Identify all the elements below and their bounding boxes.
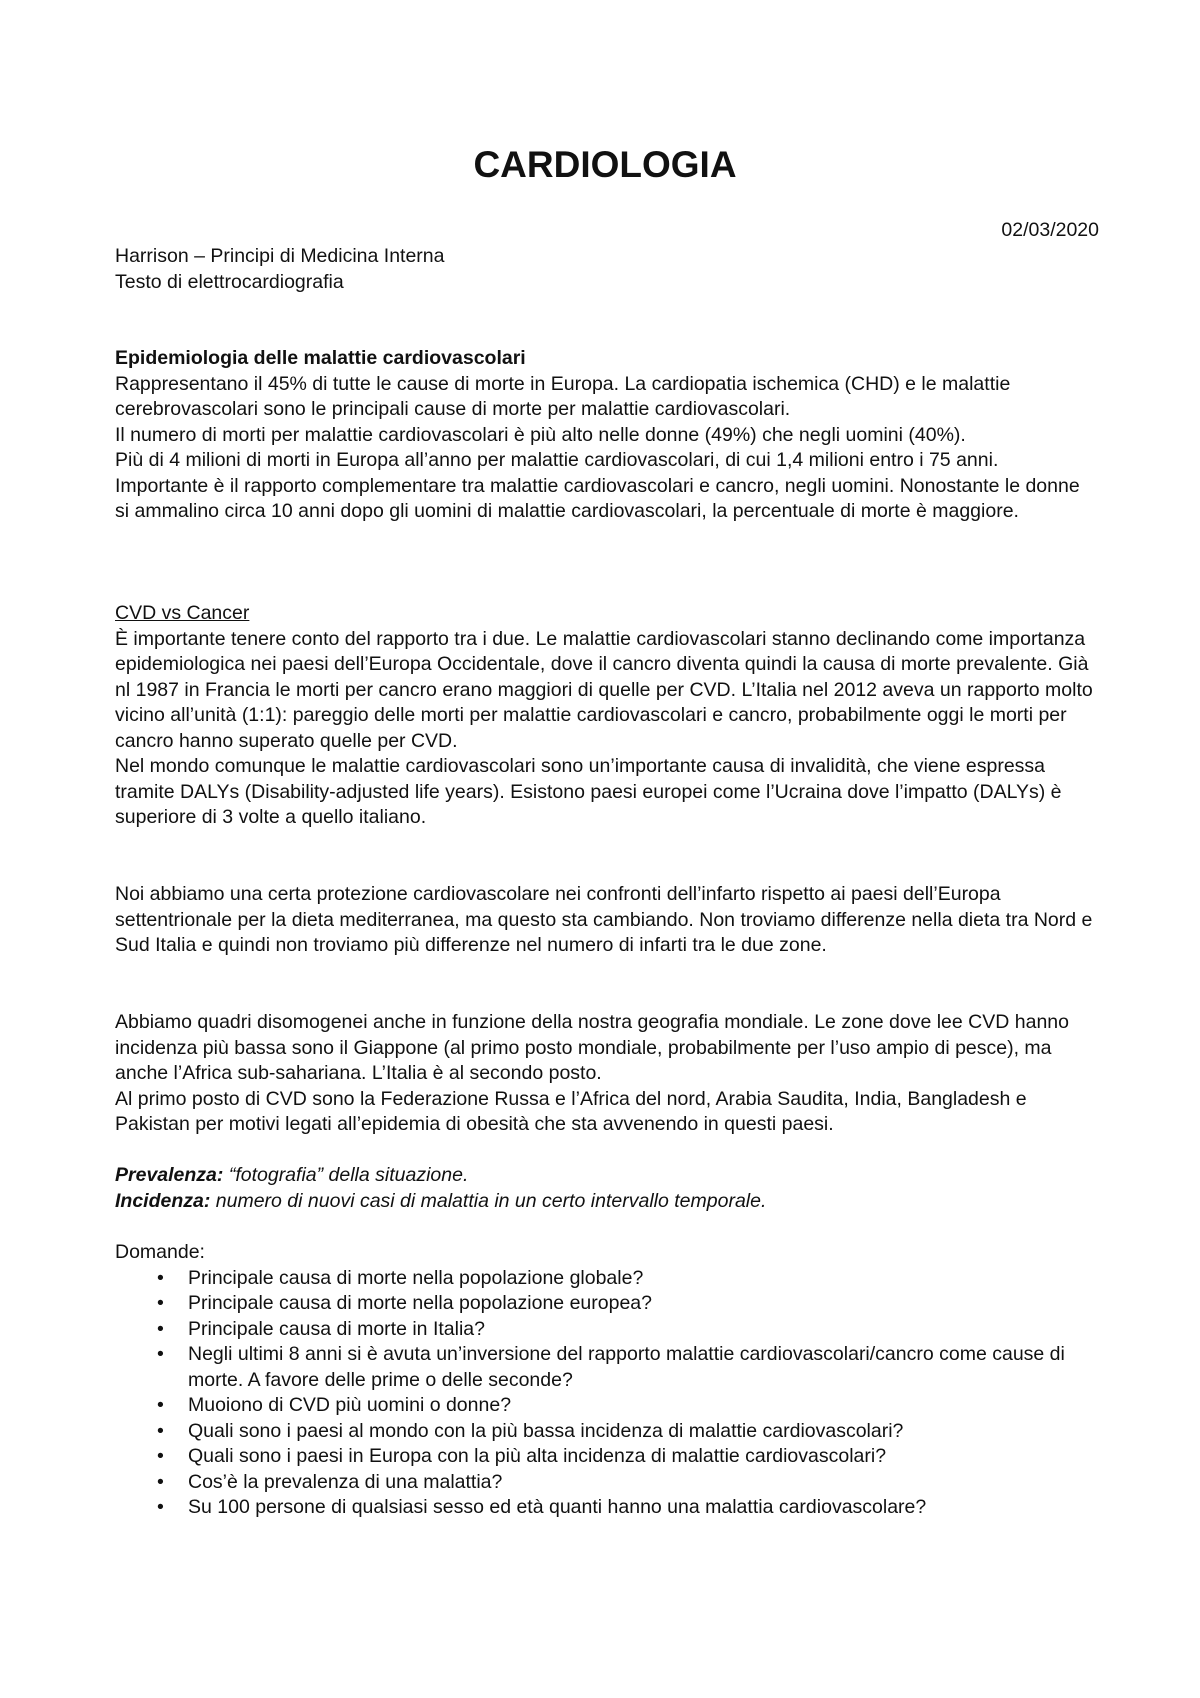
questions-label: Domande: [115,1241,205,1263]
bullet-icon: • [157,1317,164,1340]
question-text: Muoiono di CVD più uomini o donne? [188,1394,512,1416]
question-text: Principale causa di morte in Italia? [188,1317,485,1340]
definition-text: “fotografia” della situazione. [223,1164,469,1186]
list-item [115,1266,1095,1292]
bullet-icon: • [157,1419,164,1442]
paragraph: Importante è il rapporto complementare tra malattie cardiovascolari e cancro, negli uomini. Nonostante le donne si ammalino circa 10 anni dopo gli uomini di malattie cardiovascolari, la percentuale di morte è maggiore. [115,474,1080,522]
bullet-icon: • [157,1470,164,1493]
bullet-icon: • [157,1343,164,1365]
paragraph: Rappresentano il 45% di tutte le cause di morte in Europa. La cardiopatia ischemica (CHD) e le malattie cerebrovascolari sono le principali cause di morte per malattie cardiovascolari. [115,372,1011,420]
bullet-icon: • [157,1292,164,1314]
section-geography [115,1010,1095,1138]
paragraph: Al primo posto di CVD sono la Federazione Russa e l’Africa del nord, Arabia Saudita, India, Bangladesh e Pakistan per motivi legati all’epidemia di obesità che sta avvenendo in questi paesi. [115,1087,1027,1135]
definition-text: numero di nuovi casi di malattia in un certo intervallo temporale. [210,1189,767,1212]
paragraph: Abbiamo quadri disomogenei anche in funzione della nostra geografia mondiale. Le zone dove lee CVD hanno incidenza più bassa sono il Giappone (al primo posto mondiale, probabilmente per l’uso ampio di pesce), ma anche l’Africa sub-sahariana. L’Italia è al secondo posto. [115,1011,1069,1084]
section-heading: CVD vs Cancer [115,602,250,624]
section-epidemiology [115,346,1095,525]
question-text: Su 100 persone di qualsiasi sesso ed età quanti hanno una malattia cardiovascolare? [188,1496,927,1518]
list-item [115,1291,1095,1317]
page-title: CARDIOLOGIA [473,144,737,185]
question-text: Negli ultimi 8 anni si è avuta un’inversione del rapporto malattie cardiovascolari/cancro come cause di morte. A favore delle prime o delle seconde? [188,1343,1065,1391]
reference-item: Harrison – Principi di Medicina Interna [115,245,445,267]
references [115,244,444,295]
list-item [115,1317,1095,1343]
definition-term: Prevalenza: [115,1164,224,1186]
section-cvd-vs-cancer [115,601,1095,831]
paragraph: Noi abbiamo una certa protezione cardiovascolare nei confronti dell’infarto rispetto ai paesi dell’Europa settentrionale per la dieta mediterranea, ma questo sta cambiando. Non troviamo differenze nella dieta tra Nord e Sud Italia e quindi non troviamo più differenze nel numero di infarti tra le due zone. [115,883,1093,956]
list-item [115,1470,1095,1496]
list-item [115,1444,1095,1470]
bullet-icon: • [157,1394,164,1416]
question-text: Principale causa di morte nella popolazione globale? [188,1266,644,1289]
definition-prevalenza [115,1163,1095,1189]
document-date: 02/03/2020 [1001,219,1099,241]
section-heading: Epidemiologia delle malattie cardiovascolari [115,347,526,369]
section-protection [115,882,1095,959]
section-questions [115,1240,1095,1521]
definitions [115,1163,1095,1214]
paragraph: È importante tenere conto del rapporto tra i due. Le malattie cardiovascolari stanno declinando come importanza epidemiologica nei paesi dell’Europa Occidentale, dove il cancro diventa quindi la causa di morte prevalente. Già nl 1987 in Francia le morti per cancro erano maggiori di quelle per CVD. L’Italia nel 2012 aveva un rapporto molto vicino all’unità (1:1): pareggio delle morti per malattie cardiovascolari e cancro, probabilmente oggi le morti per cancro hanno superato quelle per CVD. [115,627,1093,752]
list-item [115,1393,1095,1419]
paragraph: Nel mondo comunque le malattie cardiovascolari sono un’importante causa di invalidità, che viene espressa tramite DALYs (Disability-adjusted life years). Esistono paesi europei come l’Ucraina dove l’impatto (DALYs) è superiore di 3 volte a quello italiano. [115,755,1062,828]
question-text: Quali sono i paesi al mondo con la più bassa incidenza di malattie cardiovascolari? [188,1419,904,1442]
definition-incidenza [115,1189,1095,1215]
paragraph: Il numero di morti per malattie cardiovascolari è più alto nelle donne (49%) che negli uomini (40%). [115,423,966,446]
question-text: Quali sono i paesi in Europa con la più alta incidenza di malattie cardiovascolari? [188,1445,887,1467]
bullet-icon: • [157,1266,164,1289]
questions-list [115,1266,1095,1521]
question-text: Principale causa di morte nella popolazione europea? [188,1292,652,1314]
reference-item: Testo di elettrocardiografia [115,270,344,293]
list-item [115,1495,1095,1521]
list-item [115,1419,1095,1445]
list-item [115,1342,1095,1393]
bullet-icon: • [157,1445,164,1467]
question-text: Cos’è la prevalenza di una malattia? [188,1470,503,1493]
paragraph: Più di 4 milioni di morti in Europa all’anno per malattie cardiovascolari, di cui 1,4 milioni entro i 75 anni. [115,449,999,471]
bullet-icon: • [157,1496,164,1518]
definition-term: Incidenza: [115,1189,211,1212]
